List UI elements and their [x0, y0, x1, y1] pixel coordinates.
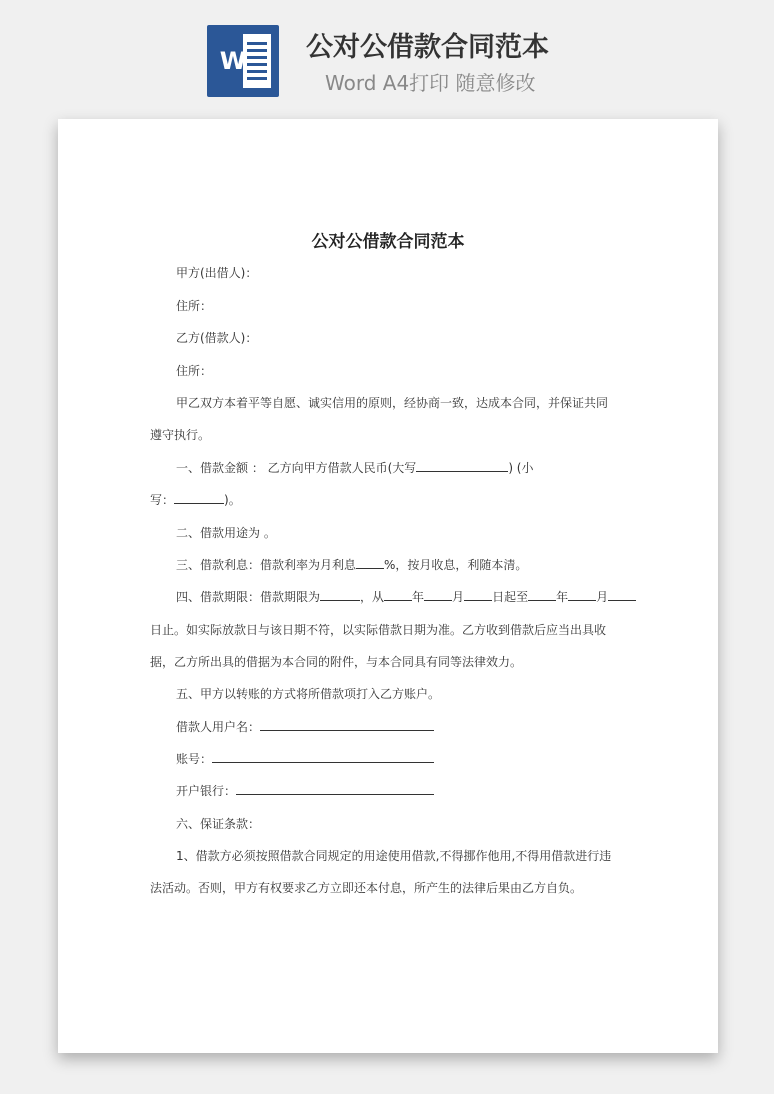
amount-text-b: ) (小 — [508, 461, 534, 475]
interest-line — [150, 554, 650, 576]
end-month-blank[interactable] — [568, 586, 596, 601]
account-name-blank[interactable] — [260, 716, 434, 731]
word-icon-letter: W — [219, 47, 247, 75]
interest-rate-blank[interactable] — [356, 554, 384, 569]
bank-label: 开户银行： — [176, 784, 237, 798]
party-a-line — [150, 262, 650, 284]
end-year-blank[interactable] — [528, 586, 556, 601]
bank-line — [150, 780, 650, 802]
amount-text-a: 一、借款金额 ： 乙方向甲方借款人民币(大写 — [176, 461, 417, 475]
amount-small-blank[interactable] — [174, 489, 224, 504]
guarantee-line-1: 1、借款方必须按照借款合同规定的用途使用借款,不得挪作他用,不得用借款进行违 — [176, 849, 612, 863]
bank-blank[interactable] — [236, 780, 434, 795]
header — [0, 0, 774, 110]
end-day-blank[interactable] — [608, 586, 636, 601]
party-b-line — [150, 327, 650, 349]
word-icon-line — [247, 42, 267, 45]
interest-text-a: 三、借款利息：借款利率为月利息 — [176, 558, 357, 572]
guarantee-line-2: 法活动。否则，甲方有权要求乙方立即还本付息，所产生的法律后果由乙方自负。 — [150, 881, 583, 895]
purpose-line: 二、借款用途为 。 — [176, 526, 276, 540]
term-line-1 — [150, 586, 650, 608]
term-year-2: 年 — [556, 590, 569, 604]
amount-line-2 — [150, 489, 650, 511]
term-line-3: 据，乙方所出具的借据为本合同的附件，与本合同具有同等法律效力。 — [150, 655, 523, 669]
amount-text-c: 写： — [150, 493, 175, 507]
page-title: 公对公借款合同范本 — [306, 32, 549, 63]
address-a-label: 住所： — [176, 299, 213, 313]
address-b-line — [150, 360, 650, 382]
document-page — [58, 119, 718, 1053]
account-name-label: 借款人用户名： — [176, 720, 261, 734]
amount-text-d: )。 — [224, 493, 241, 507]
word-icon-line — [247, 56, 267, 59]
word-icon-line — [247, 70, 267, 73]
document-title: 公对公借款合同范本 — [311, 232, 465, 252]
start-month-blank[interactable] — [424, 586, 452, 601]
party-b-label: 乙方(借款人)： — [176, 331, 258, 345]
amount-line-1 — [150, 457, 650, 479]
term-month-1: 月 — [452, 590, 465, 604]
word-icon-line — [247, 63, 267, 66]
party-a-label: 甲方(出借人)： — [176, 266, 258, 280]
word-icon-line — [247, 49, 267, 52]
address-a-line — [150, 295, 650, 317]
page-subtitle: Word A4打印 随意修改 — [325, 71, 536, 95]
account-no-blank[interactable] — [212, 748, 434, 763]
transfer-line: 五、甲方以转账的方式将所借款项打入乙方账户。 — [176, 687, 441, 701]
start-day-blank[interactable] — [464, 586, 492, 601]
term-month-2: 月 — [596, 590, 609, 604]
term-text-b: ，从 — [360, 590, 385, 604]
term-text-a: 四、借款期限：借款期限为 — [176, 590, 321, 604]
word-icon-line — [247, 77, 267, 80]
amount-capital-blank[interactable] — [416, 457, 508, 472]
intro-line-1: 甲乙双方本着平等自愿、诚实信用的原则，经协商一致，达成本合同，并保证共同 — [176, 396, 609, 410]
account-no-line — [150, 748, 650, 770]
intro-line-2: 遵守执行。 — [150, 428, 211, 442]
account-no-label: 账号： — [176, 752, 213, 766]
guarantee-heading: 六、保证条款： — [176, 817, 261, 831]
word-icon — [207, 25, 279, 97]
interest-text-b: %，按月收息，利随本清。 — [384, 558, 528, 572]
term-year-1: 年 — [412, 590, 425, 604]
address-b-label: 住所： — [176, 364, 213, 378]
account-name-line — [150, 716, 650, 738]
term-period-blank[interactable] — [320, 586, 360, 601]
term-line-2: 日止。如实际放款日与该日期不符，以实际借款日期为准。乙方收到借款后应当出具收 — [150, 623, 607, 637]
term-from: 日起至 — [492, 590, 529, 604]
start-year-blank[interactable] — [384, 586, 412, 601]
